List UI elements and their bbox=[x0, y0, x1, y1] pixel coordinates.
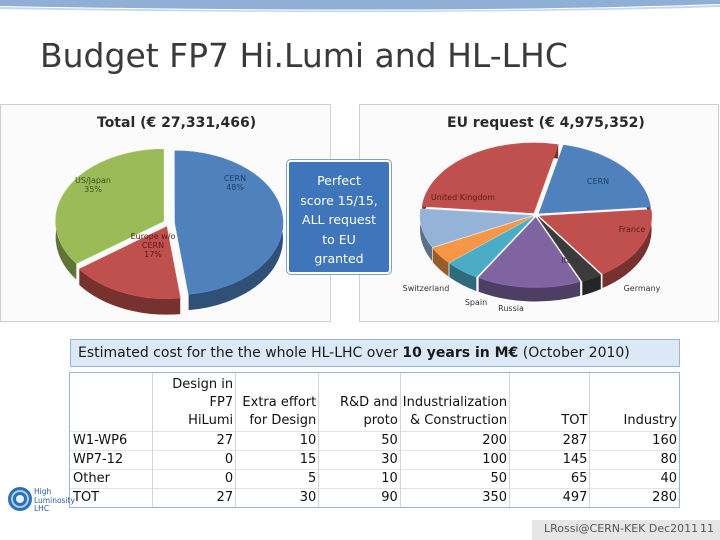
table-cell: 0 bbox=[152, 470, 235, 489]
eu-slice-label-spain: Spain bbox=[464, 298, 488, 307]
total-slice-label-us-japan: US/Japan 35% bbox=[75, 176, 111, 194]
table-cell: 80 bbox=[590, 451, 680, 470]
callout-line: Perfect bbox=[317, 173, 361, 188]
callout-line: ALL request bbox=[302, 212, 376, 227]
total-slice-label-cern: CERN 48% bbox=[223, 174, 247, 192]
table-cell: 287 bbox=[510, 432, 590, 451]
callout-line: score 15/15, bbox=[300, 192, 378, 208]
table-cell: 65 bbox=[510, 470, 590, 489]
table-cell: 145 bbox=[510, 451, 590, 470]
table-cell: 5 bbox=[236, 470, 319, 489]
total-pie-panel bbox=[0, 104, 331, 322]
callout-line: granted bbox=[314, 251, 364, 266]
table-row-label: Other bbox=[70, 470, 152, 489]
table-cell: 100 bbox=[400, 451, 509, 470]
table-row-label: WP7-12 bbox=[70, 451, 152, 470]
table-header-line: Industrialization bbox=[402, 395, 508, 410]
table-header-line bbox=[592, 394, 677, 412]
eu-pie-title: EU request (€ 4,975,352) bbox=[447, 115, 645, 131]
eu-score-callout bbox=[287, 160, 391, 274]
estimate-text-a: Estimated cost for the the whole HL-LHC over bbox=[78, 345, 403, 361]
eu-slice-label-russia: Russia bbox=[498, 304, 524, 313]
footer-author: LRossi@CERN-KEK Dec2011 bbox=[544, 522, 699, 535]
logo-text bbox=[34, 488, 75, 514]
eu-pie-chart bbox=[360, 105, 718, 321]
table-cell: 50 bbox=[319, 432, 401, 451]
table-cell: 27 bbox=[152, 489, 235, 508]
table-header-line: TOT bbox=[561, 413, 588, 428]
estimate-text-b: (October 2010) bbox=[518, 345, 630, 361]
table-header-cell bbox=[319, 373, 401, 432]
table-header-line: & Construction bbox=[410, 413, 508, 428]
eu-pie-panel bbox=[359, 104, 719, 322]
logo-line: High bbox=[34, 487, 52, 496]
table-header-line: Design in FP7 bbox=[172, 377, 234, 410]
table-cell: 10 bbox=[319, 470, 401, 489]
table-header-line: for Design bbox=[249, 413, 317, 428]
total-pie-title: Total (€ 27,331,466) bbox=[97, 115, 257, 131]
table-cell: 160 bbox=[590, 432, 680, 451]
table-cell: 90 bbox=[319, 489, 401, 508]
table-row-label: W1-WP6 bbox=[70, 432, 152, 451]
estimate-banner bbox=[70, 339, 680, 367]
estimate-text-bold: 10 years in M€ bbox=[402, 345, 519, 361]
table-row-label: TOT bbox=[70, 489, 152, 508]
logo-line: LHC bbox=[34, 504, 50, 513]
table-cell: 497 bbox=[510, 489, 590, 508]
table-cell: 40 bbox=[590, 470, 680, 489]
table-header-cell bbox=[510, 373, 590, 432]
table-cell: 15 bbox=[236, 451, 319, 470]
eu-slice-label-united-kingdom: United Kingdom bbox=[430, 193, 496, 202]
table-cell: 30 bbox=[319, 451, 401, 470]
table-header-line: proto bbox=[363, 413, 398, 428]
header-band bbox=[0, 0, 720, 14]
cost-table bbox=[70, 373, 680, 507]
table-header-line: Industry bbox=[623, 413, 677, 428]
logo-line: Luminosity bbox=[34, 495, 75, 505]
table-header-line bbox=[512, 394, 587, 412]
table-header-cell bbox=[236, 373, 319, 432]
table-header-line: R&D and bbox=[340, 395, 398, 410]
table-header-line bbox=[73, 412, 150, 430]
table-header-cell bbox=[590, 373, 680, 432]
table-row bbox=[70, 489, 680, 508]
page-number: 11 bbox=[700, 522, 714, 535]
eu-slice-label-italy: Italy bbox=[561, 256, 579, 265]
table-cell: 0 bbox=[152, 451, 235, 470]
page-title: Budget FP7 Hi.Lumi and HL-LHC bbox=[40, 36, 568, 75]
table-cell: 350 bbox=[400, 489, 509, 508]
table-cell: 10 bbox=[236, 432, 319, 451]
table-header-cell bbox=[400, 373, 509, 432]
eu-slice-label-france: France bbox=[618, 225, 646, 234]
table-row bbox=[70, 470, 680, 489]
eu-slice-united-kingdom bbox=[422, 143, 558, 213]
table-cell: 200 bbox=[400, 432, 509, 451]
table-cell: 27 bbox=[152, 432, 235, 451]
callout-line: to EU bbox=[322, 231, 356, 247]
table-cell: 50 bbox=[400, 470, 509, 489]
table-cell: 30 bbox=[236, 489, 319, 508]
table-header-line: Extra effort bbox=[242, 395, 317, 410]
total-pie-chart bbox=[1, 105, 330, 321]
total-slice-label-europe-w-o-cern: Europe w/o CERN 17% bbox=[130, 232, 176, 259]
table-header-line: HiLumi bbox=[188, 413, 234, 428]
table-cell: 280 bbox=[590, 489, 680, 508]
table-header-cell bbox=[152, 373, 235, 432]
table-row bbox=[70, 432, 680, 451]
table-row bbox=[70, 451, 680, 470]
eu-slice-label-cern: CERN bbox=[586, 177, 610, 186]
eu-slice-label-germany: Germany bbox=[623, 284, 661, 293]
table-header-cell bbox=[70, 373, 152, 432]
eu-slice-label-switzerland: Switzerland bbox=[402, 284, 450, 293]
